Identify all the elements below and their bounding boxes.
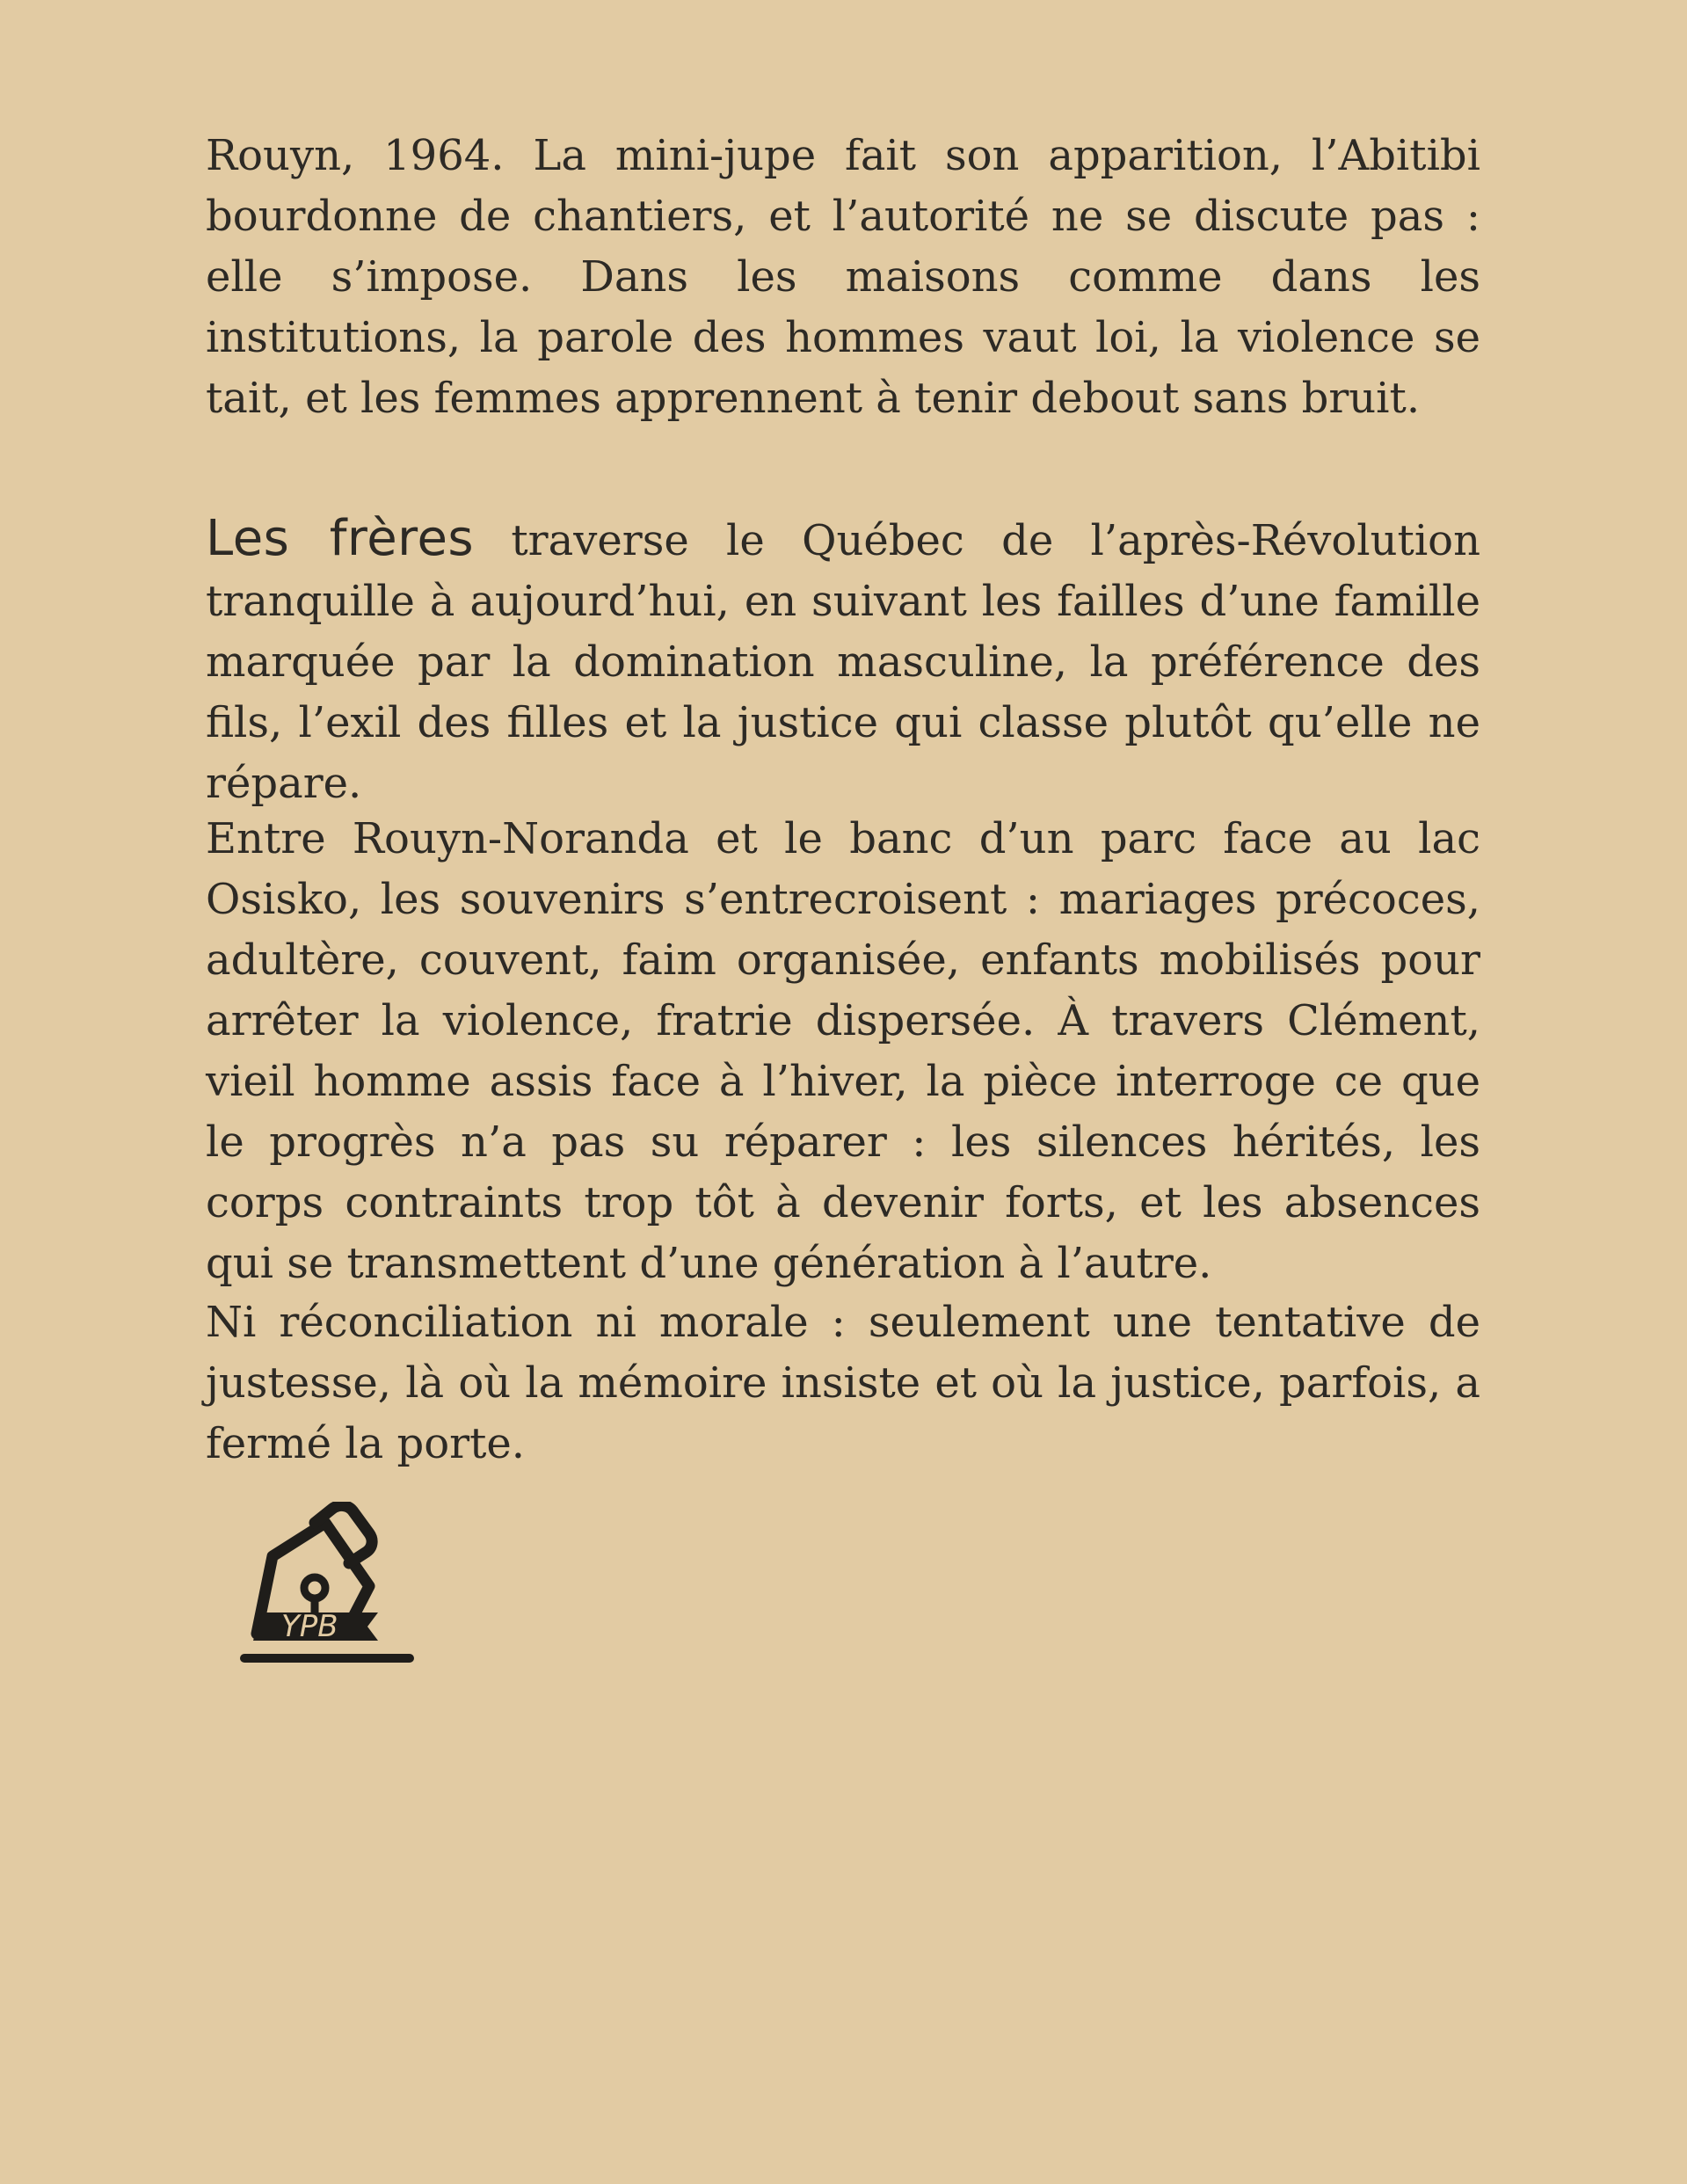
publisher-logo [237, 1502, 422, 1665]
description-paragraph-3: Entre Rouyn-Noranda et le banc d’un parc face au lac Osisko, les souvenirs s’entrecroisent : mariages précoces, adultère, couvent, faim organisée, enfants mobilisés pour arrêter la violence, fratrie dispersée. À travers Clément, vieil homme assis face à l’hiver, la pièce interroge ce que le progrès n’a pas su réparer : les silences hérités, les corps contraints trop tôt à devenir forts, et les absences qui se transmettent d’une génération à l’autre. [206, 814, 1480, 1288]
description-paragraph-2-body: traverse le Québec de l’après-Révolution tranquille à aujourd’hui, en suivant les failles d’une famille marquée par la domination masculine, la préférence des fils, l’exil des filles et la justice qui classe plutôt qu’elle ne répare. [206, 516, 1480, 808]
publisher-logo-text: YPB [281, 1609, 338, 1644]
description-paragraph-1: Rouyn, 1964. La mini-jupe fait son apparition, l’Abitibi bourdonne de chantiers, et l’autorité ne se discute pas : elle s’impose. Dans les maisons comme dans les institutions, la parole des hommes vaut loi, la violence se tait, et les femmes apprennent à tenir debout sans bruit. [206, 131, 1480, 423]
book-title: Les frères [206, 510, 475, 567]
description-paragraph-2 [206, 508, 1480, 814]
publisher-logo-icon [237, 1502, 422, 1665]
description-paragraph-4: Ni réconciliation ni morale : seulement une tentative de justesse, là où la mémoire insiste et où la justice, parfois, a fermé la porte. [206, 1298, 1480, 1468]
